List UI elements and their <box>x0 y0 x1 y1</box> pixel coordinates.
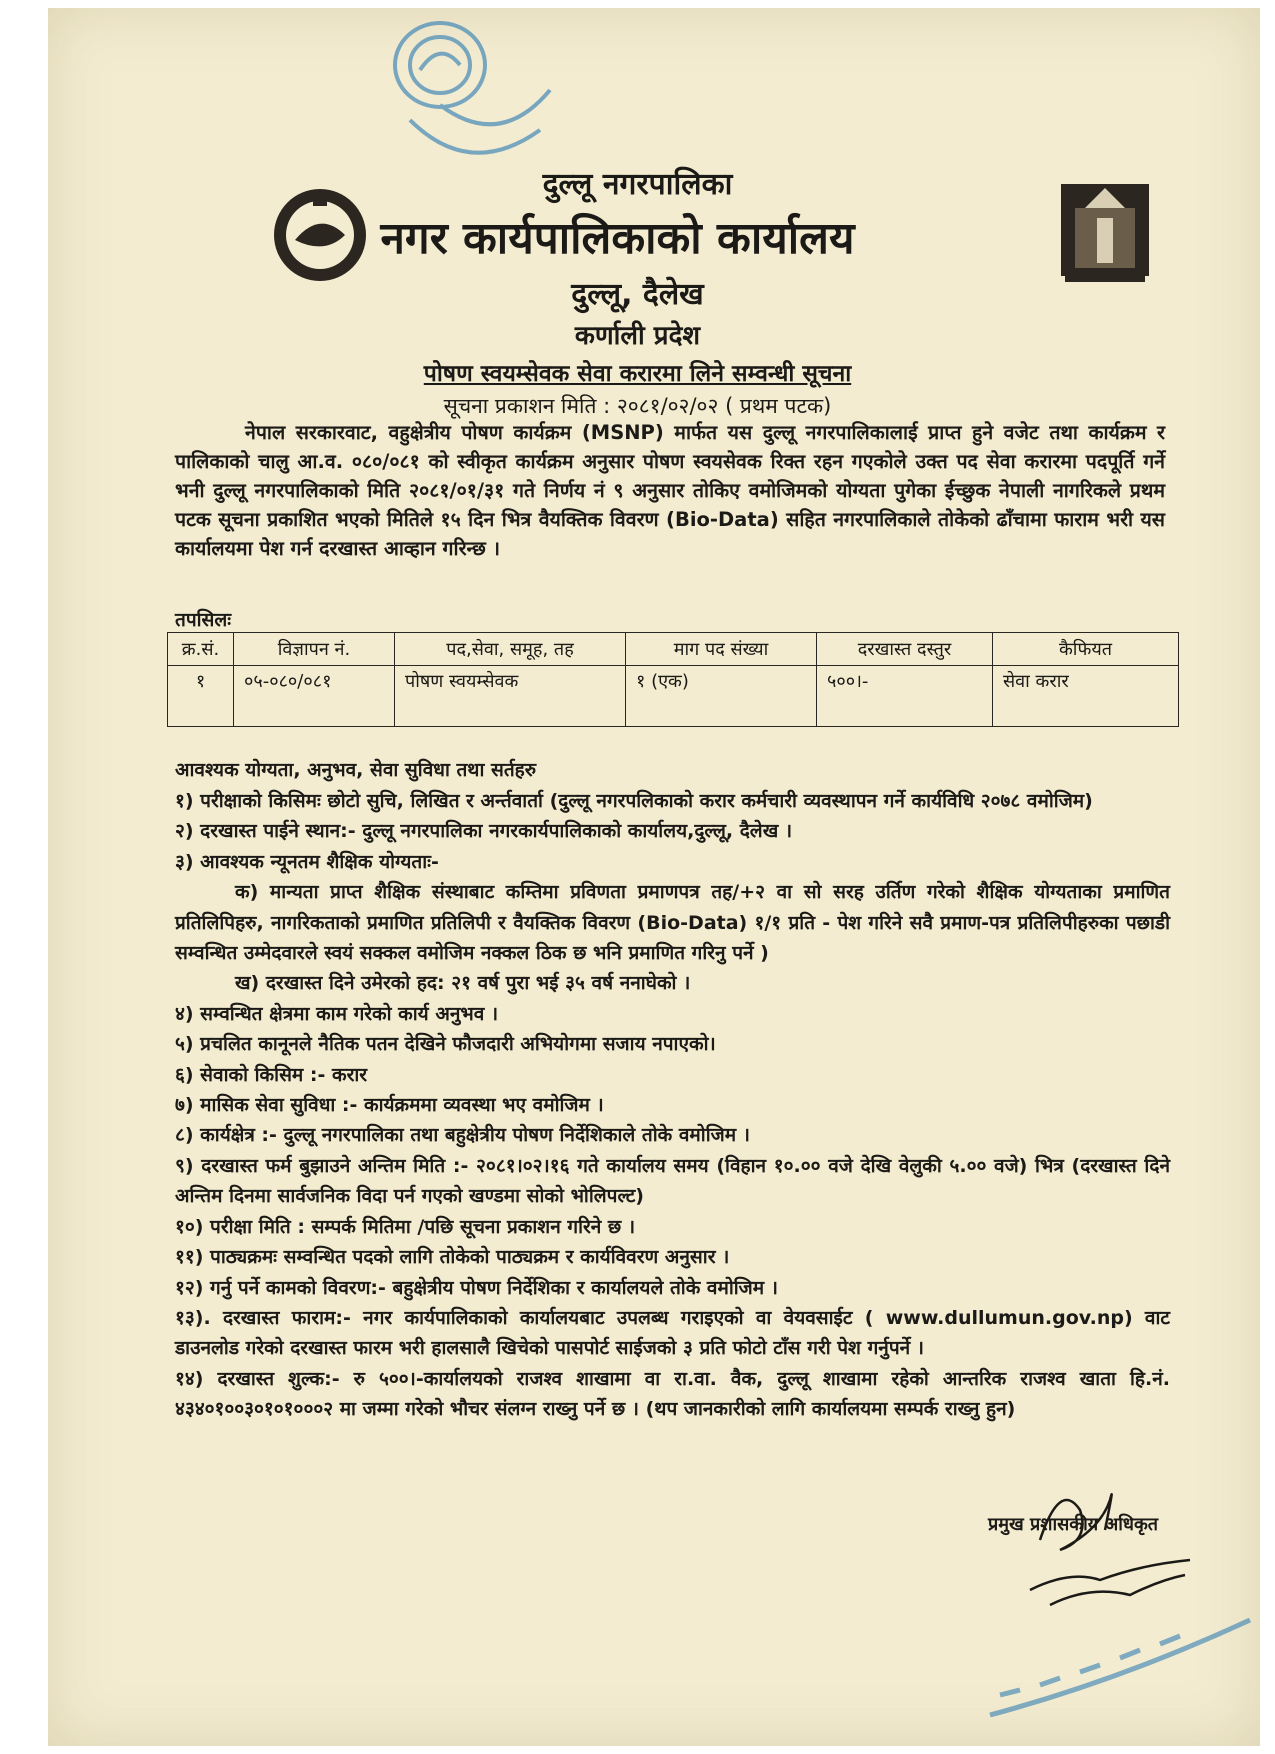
table-row <box>168 666 1179 727</box>
table-header-row <box>168 633 1179 666</box>
table-cell: ०५-०८०/०८१ <box>234 666 395 727</box>
list-item: १३). दरखास्त फाराम:- नगर कार्यपालिकाको कार्यालयबाट उपलब्ध गराइएको वा वेयवसाईट ( www.dullumun.gov.np) वाट डाउनलोड गरेको दरखास्त फारम भरी हालसालै खिचेको पासपोर्ट साईजको ३ प्रति फोटो टाँस गरी पेश गर्नुपर्ने । <box>175 1306 1170 1360</box>
signatory-title: प्रमुख प्रशासकीय अधिकृत <box>988 1514 1159 1535</box>
details-label: तपसिलः <box>175 609 232 631</box>
list-item: ६) सेवाको किसिम :- करार <box>175 1063 368 1086</box>
list-item: ९) दरखास्त फर्म बुझाउने अन्तिम मिति :- २०८१।०२।१६ गते कार्यालय समय (विहान १०.०० वजे देखि वेलुकी ५.०० वजे) भित्र (दरखास्त दिने अन्तिम दिनमा सार्वजनिक विदा पर्न गएको खण्डमा सोको भोलिपल्ट) <box>175 1154 1170 1208</box>
vacancy-table <box>167 632 1179 727</box>
list-item: ४) सम्वन्धित क्षेत्रमा काम गरेको कार्य अनुभव । <box>175 1002 499 1025</box>
list-item: ५) प्रचलित कानूनले नैतिक पतन देखिने फौजदारी अभियोगमा सजाय नपाएको। <box>175 1033 716 1056</box>
table-cell: सेवा करार <box>993 666 1179 727</box>
table-cell: पोषण स्वयम्सेवक <box>395 666 626 727</box>
handwritten-signature <box>1020 1470 1220 1620</box>
list-item: २) दरखास्त पाईने स्थान:- दुल्लू नगरपालिका नगरकार्यपालिकाको कार्यालय,दुल्लू, दैलेख । <box>175 820 793 843</box>
table-cell: ५००।- <box>817 666 993 727</box>
province-name: कर्णाली प्रदेश <box>574 321 701 351</box>
table-header: पद,सेवा, समूह, तह <box>395 633 626 666</box>
municipality-name: दुल्लू नगरपालिका <box>542 167 733 202</box>
office-location: दुल्लू, दैलेख <box>571 277 704 312</box>
list-item: ११) पाठ्यक्रमः सम्वन्धित पदको लागि तोकेको पाठ्यक्रम र कार्यविवरण अनुसार । <box>175 1246 730 1269</box>
list-item: ख) दरखास्त दिने उमेरको हद: २१ वर्ष पुरा भई ३५ वर्ष ननाघेको । <box>235 972 691 995</box>
list-item: ३) आवश्यक न्यूनतम शैक्षिक योग्यताः- <box>175 850 439 873</box>
list-item: १२) गर्नु पर्ने कामको विवरण:- बहुक्षेत्रीय पोषण निर्देशिका र कार्यालयले तोके वमोजिम । <box>175 1276 778 1299</box>
table-cell: १ <box>168 666 234 727</box>
office-title: नगर कार्यपालिकाको कार्यालय <box>380 213 855 264</box>
intro-paragraph: नेपाल सरकारवाट, वहुक्षेत्रीय पोषण कार्यक्रम (MSNP) मार्फत यस दुल्लू नगरपालिकालाई प्राप्त हुने वजेट तथा कार्यक्रम र पालिकाको चालु आ.व. ०८०/०८१ को स्वीकृत कार्यक्रम अनुसार पोषण स्वयसेवक रिक्त रहन गएकोले उक्त पद सेवा करारमा पदपूर्ति गर्ने भनी दुल्लू नगरपालिकाको मिति २०८१/०१/३१ गते निर्णय नं ९ अनुसार तोकिए वमोजिमको योग्यता पुगेका ईच्छुक नेपाली नागरिकले प्रथम पटक सूचना प्रकाशित भएको मितिले १५ दिन भित्र वैयक्तिक विवरण (Bio-Data) सहित नगरपालिकाले तोकेको ढाँचामा फाराम भरी यस कार्यालयमा पेश गर्न दरखास्त आव्हान गरिन्छ । <box>175 421 1165 560</box>
list-item: १) परीक्षाको किसिमः छोटो सुचि, लिखित र अर्न्तवार्ता (दुल्लू नगरपलिकाको करार कर्मचारी व्यवस्थापन गर्ने कार्यविधि २०७८ वमोजिम) <box>175 790 1093 812</box>
list-item: १०) परीक्षा मिति : सम्पर्क मितिमा /पछि सूचना प्रकाशन गरिने छ । <box>175 1215 636 1238</box>
table-header: क्र.सं. <box>168 633 234 666</box>
list-item: ७) मासिक सेवा सुविधा :- कार्यक्रममा व्यवस्था भए वमोजिम । <box>175 1094 604 1117</box>
list-item: १४) दरखास्त शुल्क:- रु ५००।-कार्यालयको राजश्व शाखामा वा रा.वा. वैक, दुल्लू शाखामा रहेको आन्तरिक राजश्व खाता हि.नं. ४३४०१००३०१०१०००२ मा जम्मा गरेको भौचर संलग्न राख्नु पर्ने छ । (थप जानकारीको लागि कार्यालयमा सम्पर्क राख्नु हुन) <box>175 1367 1170 1421</box>
table-header: दरखास्त दस्तुर <box>817 633 993 666</box>
table-header: विज्ञापन नं. <box>234 633 395 666</box>
table-header: कैफियत <box>993 633 1179 666</box>
publish-date: सूचना प्रकाशन मिति : २०८१/०२/०२ ( प्रथम पटक) <box>443 394 832 418</box>
notice-title: पोषण स्वयम्सेवक सेवा करारमा लिने सम्वन्धी सूचना <box>423 361 852 387</box>
officer-stamp <box>980 1600 1260 1730</box>
table-header: माग पद संख्या <box>626 633 817 666</box>
list-item: ८) कार्यक्षेत्र :- दुल्लू नगरपालिका तथा बहुक्षेत्रीय पोषण निर्देशिकाले तोके वमोजिम । <box>175 1124 750 1147</box>
table-cell: १ (एक) <box>626 666 817 727</box>
list-item: क) मान्यता प्राप्त शैक्षिक संस्थाबाट कम्तिमा प्रविणता प्रमाणपत्र तह/+२ वा सो सरह उर्तिण गरेको शैक्षिक योग्यताका प्रमाणित प्रतिलिपिहरु, नागरिकताको प्रमाणित प्रतिलिपी र वैयक्तिक विवरण (Bio-Data) १/१ प्रति - पेश गरिने सवै प्रमाण-पत्र प्रतिलिपीहरुका पछाडी सम्वन्धित उम्मेदवारले स्वयं सक्कल वमोजिम नक्कल ठिक छ भनि प्रमाणित गरिनु पर्ने ) <box>175 881 1170 965</box>
requirements-heading: आवश्यक योग्यता, अनुभव, सेवा सुविधा तथा सर्तहरु <box>175 759 537 781</box>
requirements-list <box>175 786 1170 1425</box>
